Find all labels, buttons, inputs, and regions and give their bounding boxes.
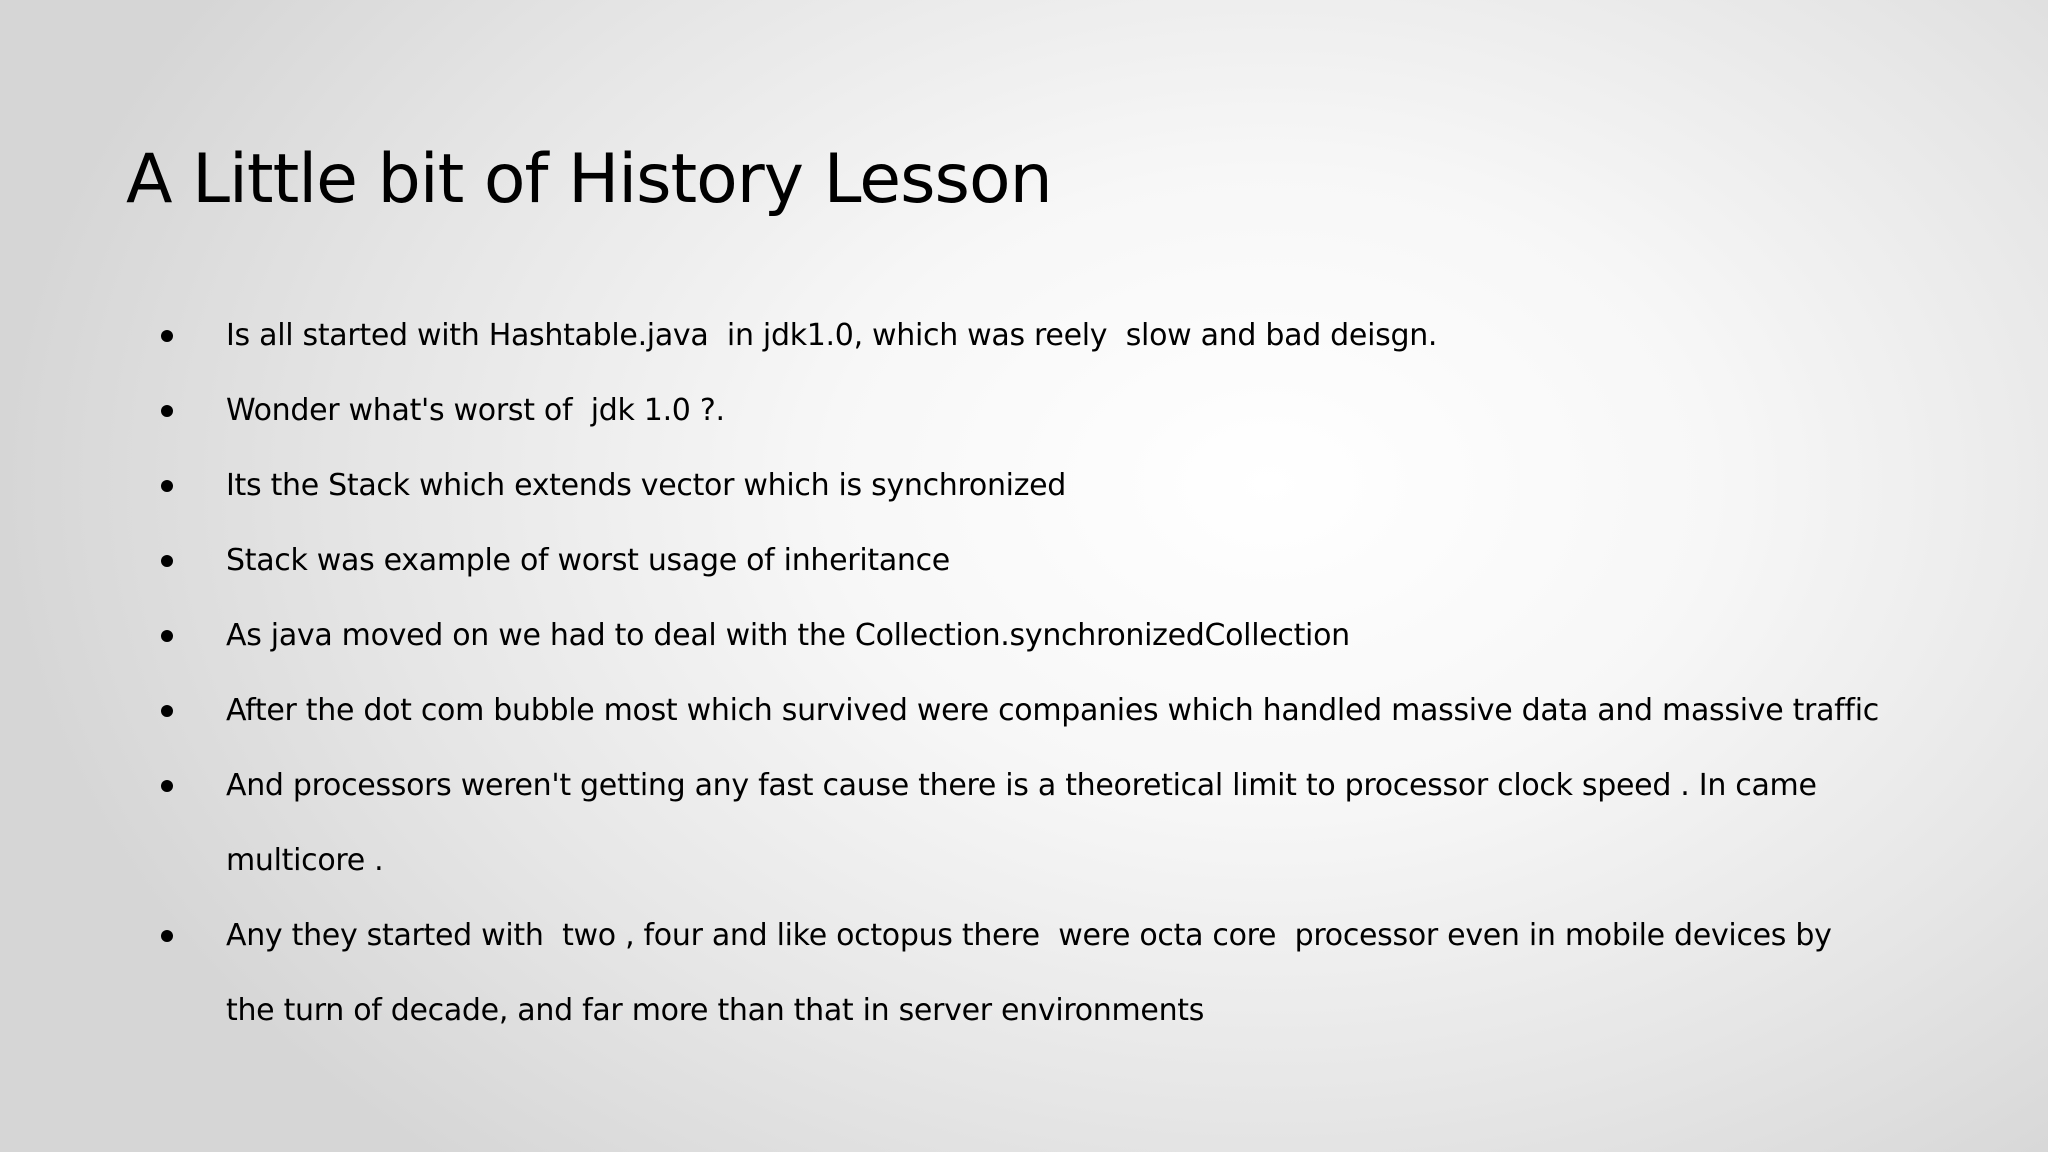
- bullet-dot-icon: [161, 705, 173, 717]
- bullet-text: As java moved on we had to deal with the Collection.synchronizedCollection: [226, 618, 1350, 653]
- bullet-dot-icon: [161, 630, 173, 642]
- bullet-dot-icon: [161, 555, 173, 567]
- bullet-dot-icon: [161, 480, 173, 492]
- bullet-text: Wonder what's worst of jdk 1.0 ?.: [226, 393, 725, 428]
- bullet-dot-icon: [161, 780, 173, 792]
- bullet-text: Stack was example of worst usage of inheritance: [226, 543, 950, 578]
- bullet-text: Any they started with two , four and like octopus there were octa core processor even in mobile devices by the turn of decade, and far more than that in server environments: [226, 918, 1841, 1028]
- bullet-dot-icon: [161, 930, 173, 942]
- bullet-text: After the dot com bubble most which survived were companies which handled massive data and massive traffic: [226, 693, 1879, 728]
- bullet-text: And processors weren't getting any fast cause there is a theoretical limit to processor clock speed . In came multicore .: [226, 768, 1826, 878]
- slide-title: A Little bit of History Lesson: [126, 140, 1052, 219]
- bullet-dot-icon: [161, 330, 173, 342]
- bullet-dot-icon: [161, 405, 173, 417]
- bullet-text: Is all started with Hashtable.java in jdk1.0, which was reely slow and bad deisgn.: [226, 318, 1438, 353]
- bullet-text: Its the Stack which extends vector which is synchronized: [226, 468, 1067, 503]
